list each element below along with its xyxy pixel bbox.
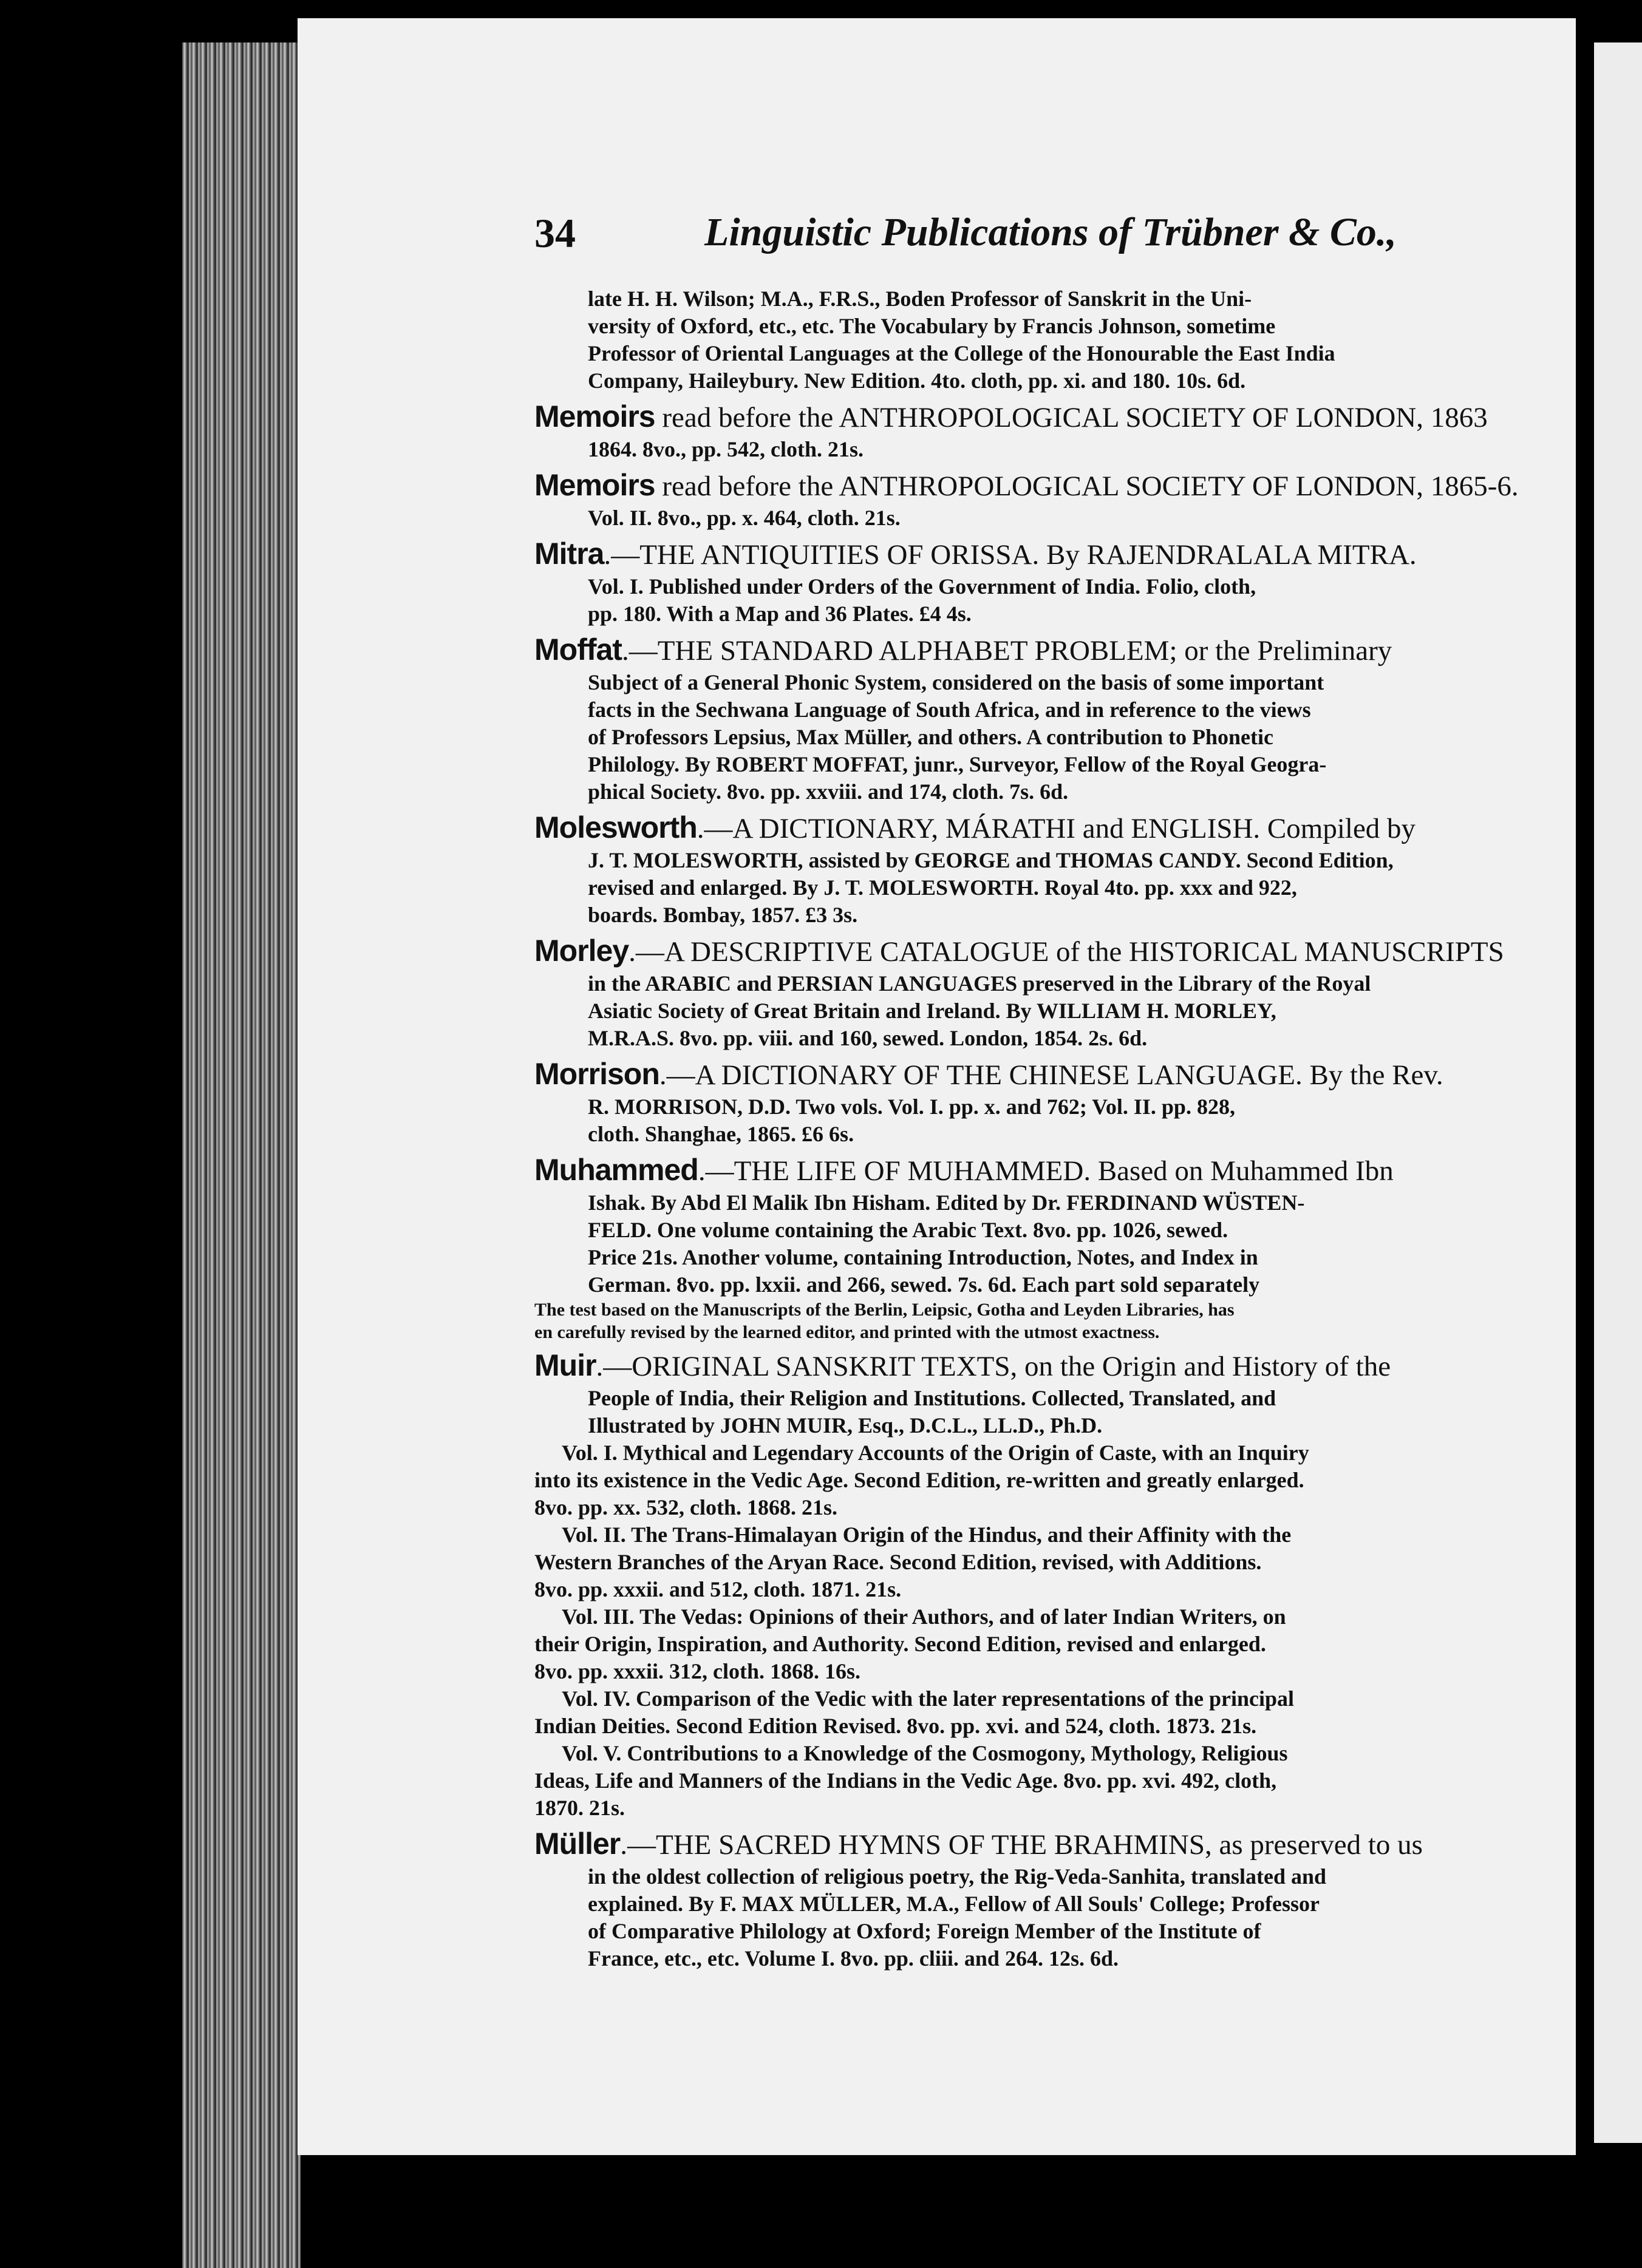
catalogue-entry [534,809,1463,929]
text-line: Ishak. By Abd El Malik Ibn Hisham. Edited by Dr. FERDINAND WÜSTEN- [588,1190,1305,1215]
catalogue-text [534,285,1519,1972]
entry-heading: Moffat [534,633,622,667]
text-line: Vol. IV. Comparison of the Vedic with the later representations of the principal [562,1686,1295,1711]
entry-title: .—A DESCRIPTIVE CATALOGUE of the HISTORICAL MANUSCRIPTS [629,936,1504,968]
text-line: J. T. MOLESWORTH, assisted by GEORGE and THOMAS CANDY. Second Edition, [588,848,1394,872]
entry-heading: Mitra [534,537,604,571]
text-line: Vol. V. Contributions to a Knowledge of the Cosmogony, Mythology, Religious [562,1741,1288,1765]
text-line: Subject of a General Phonic System, considered on the basis of some important [588,670,1324,694]
text-line: M.R.A.S. 8vo. pp. viii. and 160, sewed. London, 1854. 2s. 6d. [588,1026,1148,1050]
text-line: Vol. II. 8vo., pp. x. 464, cloth. 21s. [588,506,901,530]
text-line: FELD. One volume containing the Arabic Text. 8vo. pp. 1026, sewed. [588,1218,1228,1242]
text-line: of Professors Lepsius, Max Müller, and others. A contribution to Phonetic [588,725,1274,749]
text-line: Philology. By ROBERT MOFFAT, junr., Surveyor, Fellow of the Royal Geogra- [588,752,1327,776]
entry-title: .—THE LIFE OF MUHAMMED. Based on Muhammed Ibn [698,1155,1394,1187]
text-line: Vol. III. The Vedas: Opinions of their Authors, and of later Indian Writers, on [562,1604,1286,1629]
text-line: cloth. Shanghae, 1865. £6 6s. [588,1122,854,1146]
catalogue-entry [534,1347,1463,1822]
volume-paragraph [534,1603,1463,1685]
text-line: explained. By F. MAX MÜLLER, M.A., Fellow of All Souls' College; Professor [588,1892,1320,1916]
entry-heading: Memoirs [534,399,655,433]
footnote-line: en carefully revised by the learned editor, and printed with the utmost exactness. [534,1322,1160,1342]
continuation-paragraph [534,285,1463,395]
text-line: Vol. I. Mythical and Legendary Accounts of the Origin of Caste, with an Inquiry [562,1441,1309,1465]
text-line: of Comparative Philology at Oxford; Foreign Member of the Institute of [588,1919,1261,1943]
text-line: Illustrated by JOHN MUIR, Esq., D.C.L., LL.D., Ph.D. [588,1413,1103,1438]
entry-heading: Muhammed [534,1153,698,1187]
catalogue-entry [534,398,1488,463]
facing-page-edge [1594,42,1642,2143]
volume-paragraph [534,1685,1463,1740]
text-line: Western Branches of the Aryan Race. Second Edition, revised, with Additions. [534,1550,1262,1574]
text-line: R. MORRISON, D.D. Two vols. Vol. I. pp. x. and 762; Vol. II. pp. 828, [588,1095,1235,1119]
volume-paragraph [534,1439,1463,1521]
text-line: versity of Oxford, etc., etc. The Vocabulary by Francis Johnson, sometime [588,314,1276,338]
text-line: 8vo. pp. xx. 532, cloth. 1868. 21s. [534,1495,838,1519]
text-line: late H. H. Wilson; M.A., F.R.S., Boden Professor of Sanskrit in the Uni- [588,287,1252,311]
entry-title: .—ORIGINAL SANSKRIT TEXTS, on the Origin and History of the [596,1351,1391,1382]
entry-title: .—THE ANTIQUITIES OF ORISSA. By RAJENDRALALA MITRA. [604,539,1417,571]
catalogue-entry [534,1152,1463,1343]
catalogue-entry [534,1825,1463,1972]
text-line: Professor of Oriental Languages at the College of the Honourable the East India [588,341,1335,365]
text-line: Vol. II. The Trans-Himalayan Origin of the Hindus, and their Affinity with the [562,1523,1292,1547]
text-line: their Origin, Inspiration, and Authority. Second Edition, revised and enlarged. [534,1632,1266,1656]
text-line: 8vo. pp. xxxii. 312, cloth. 1868. 16s. [534,1659,861,1683]
entry-title: .—A DICTIONARY OF THE CHINESE LANGUAGE. By the Rev. [659,1059,1443,1091]
text-line: 8vo. pp. xxxii. and 512, cloth. 1871. 21s. [534,1577,902,1601]
entry-heading: Molesworth [534,810,697,844]
text-line: France, etc., etc. Volume I. 8vo. pp. cliii. and 264. 12s. 6d. [588,1946,1119,1971]
entry-title: read before the ANTHROPOLOGICAL SOCIETY OF LONDON, 1865-6. [655,470,1519,502]
text-line: phical Society. 8vo. pp. xxviii. and 174, cloth. 7s. 6d. [588,779,1069,804]
catalogue-entry [534,1056,1463,1148]
entry-title: read before the ANTHROPOLOGICAL SOCIETY OF LONDON, 1863 [655,402,1488,433]
text-line: Price 21s. Another volume, containing Introduction, Notes, and Index in [588,1245,1258,1269]
text-line: Company, Haileybury. New Edition. 4to. cloth, pp. xi. and 180. 10s. 6d. [588,368,1246,393]
entry-title: .—A DICTIONARY, MÁRATHI and ENGLISH. Compiled by [697,813,1416,844]
catalogue-entry [534,631,1463,806]
text-line: revised and enlarged. By J. T. MOLESWORTH. Royal 4to. pp. xxx and 922, [588,875,1297,900]
footnote-line: The test based on the Manuscripts of the Berlin, Leipsic, Gotha and Leyden Libraries, has [534,1300,1235,1320]
text-line: People of India, their Religion and Institutions. Collected, Translated, and [588,1386,1276,1410]
page-header [534,209,1397,264]
text-line: in the oldest collection of religious poetry, the Rig-Veda-Sanhita, translated and [588,1864,1327,1889]
entry-title: .—THE SACRED HYMNS OF THE BRAHMINS, as preserved to us [620,1829,1423,1861]
book-page-edges [182,42,301,2268]
running-title: Linguistic Publications of Trübner & Co., [704,210,1397,254]
text-line: 1864. 8vo., pp. 542, cloth. 21s. [588,437,864,461]
entry-heading: Morley [534,934,629,968]
text-line: Ideas, Life and Manners of the Indians in the Vedic Age. 8vo. pp. xvi. 492, cloth, [534,1768,1277,1793]
catalogue-entry [534,467,1519,532]
text-line: Vol. I. Published under Orders of the Government of India. Folio, cloth, [588,574,1256,599]
text-line: Asiatic Society of Great Britain and Ireland. By WILLIAM H. MORLEY, [588,999,1276,1023]
entry-heading: Müller [534,1827,621,1861]
entry-heading: Muir [534,1348,596,1382]
text-line: German. 8vo. pp. lxxii. and 266, sewed. 7s. 6d. Each part sold separately [588,1272,1260,1297]
volume-paragraph [534,1521,1463,1603]
entry-heading: Memoirs [534,468,655,502]
entry-title: .—THE STANDARD ALPHABET PROBLEM; or the Preliminary [621,635,1392,667]
catalogue-entry [534,535,1463,628]
text-line: facts in the Sechwana Language of South Africa, and in reference to the views [588,698,1311,722]
text-line: boards. Bombay, 1857. £3 3s. [588,903,858,927]
text-line: 1870. 21s. [534,1796,625,1820]
entry-heading: Morrison [534,1057,659,1091]
volume-paragraph [534,1740,1463,1822]
text-line: Indian Deities. Second Edition Revised. 8vo. pp. xvi. and 524, cloth. 1873. 21s. [534,1714,1257,1738]
page-number: 34 [534,210,576,256]
text-line: into its existence in the Vedic Age. Second Edition, re-written and greatly enlarged. [534,1468,1304,1492]
text-line: pp. 180. With a Map and 36 Plates. £4 4s. [588,602,972,626]
text-line: in the ARABIC and PERSIAN LANGUAGES preserved in the Library of the Royal [588,971,1371,996]
catalogue-entry [534,932,1504,1052]
